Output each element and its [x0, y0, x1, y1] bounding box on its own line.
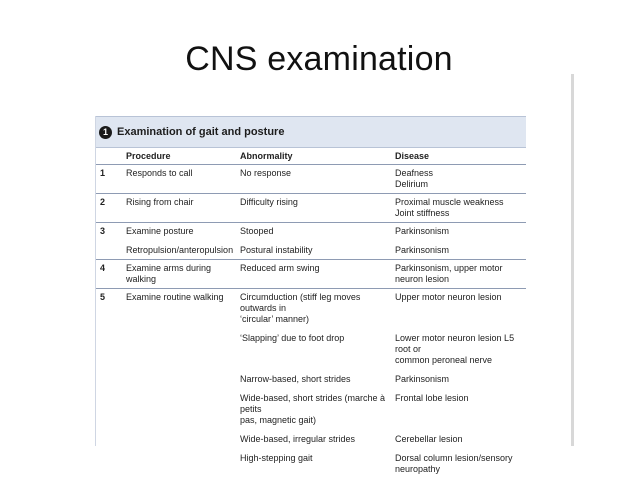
disease-cell [395, 332, 526, 367]
table-header-row [96, 147, 526, 165]
procedure-cell [126, 452, 240, 476]
slide-title: CNS examination [185, 40, 453, 78]
disease-cell: Upper motor neuron lesion [395, 292, 502, 302]
disease-line: common peroneal nerve [395, 355, 493, 365]
abnormality-cell: High-stepping gait [240, 453, 313, 463]
table-row [96, 167, 526, 191]
disease-line: Proximal muscle weakness [395, 197, 504, 207]
disease-line: Joint stiffness [395, 208, 450, 218]
row-number [96, 244, 126, 257]
disease-cell: Parkinsonism [395, 226, 450, 236]
abnormality-cell: Postural instability [240, 245, 313, 255]
disease-cell: Cerebellar lesion [395, 434, 463, 444]
table-row [96, 244, 526, 257]
abnormality-cell: Stooped [240, 226, 274, 236]
abnormality-cell: Difficulty rising [240, 197, 298, 207]
disease-cell: Parkinsonism [395, 245, 450, 255]
procedure-cell: Examine arms during walking [126, 263, 212, 284]
header-procedure: Procedure [126, 151, 171, 161]
figure-header [96, 116, 526, 147]
abnormality-cell: No response [240, 168, 292, 178]
procedure-cell: Responds to call [126, 168, 193, 178]
table-row [96, 332, 526, 367]
row-number [96, 392, 126, 427]
abnormality-cell: Reduced arm swing [240, 263, 320, 273]
abnormality-cell: Wide-based, irregular strides [240, 434, 356, 444]
procedure-cell: Examine posture [126, 226, 194, 236]
procedure-cell: Retropulsion/anteropulsion [126, 245, 234, 255]
abnormality-line: ‘circular’ manner) [240, 314, 310, 324]
table-row [96, 225, 526, 238]
procedure-cell: Examine routine walking [126, 292, 224, 302]
disease-cell [395, 167, 526, 191]
figure-number-badge: 1 [99, 126, 112, 139]
table-row [96, 196, 526, 220]
abnormality-line: pas, magnetic gait) [240, 415, 317, 425]
disease-cell: Parkinsonism, upper motor neuron lesion [395, 263, 503, 284]
table-row [96, 373, 526, 386]
figure-title: Examination of gait and posture [117, 126, 285, 138]
header-disease: Disease [395, 151, 430, 161]
table-group-2 [96, 194, 526, 223]
row-number: 3 [100, 226, 106, 236]
disease-cell: Frontal lobe lesion [395, 393, 469, 403]
row-number: 2 [100, 197, 106, 207]
table-row [96, 291, 526, 326]
abnormality-cell: ‘Slapping’ due to foot drop [240, 333, 345, 343]
abnormality-line: Circumduction (stiff leg moves outwards in [240, 292, 361, 313]
disease-cell: Parkinsonism [395, 374, 450, 384]
disease-line: Delirium [395, 179, 429, 189]
gait-posture-table-figure [95, 116, 526, 474]
procedure-cell: Rising from chair [126, 197, 194, 207]
row-number: 5 [100, 292, 106, 302]
disease-cell [395, 196, 526, 220]
header-abnormality: Abnormality [240, 151, 293, 161]
procedure-cell [126, 392, 240, 427]
procedure-cell [126, 433, 240, 446]
row-number [96, 452, 126, 476]
procedure-cell [126, 373, 240, 386]
row-number [96, 433, 126, 446]
row-number [96, 332, 126, 367]
abnormality-cell [240, 392, 395, 427]
procedure-cell [126, 332, 240, 367]
table-row [96, 433, 526, 446]
row-number: 4 [100, 263, 106, 273]
abnormality-cell [240, 291, 395, 326]
disease-line: Deafness [395, 168, 434, 178]
table-group-5 [96, 289, 526, 478]
row-number [96, 373, 126, 386]
right-divider [571, 74, 574, 446]
table-row [96, 452, 526, 476]
abnormality-cell: Narrow-based, short strides [240, 374, 351, 384]
table-group-3 [96, 223, 526, 260]
row-number: 1 [100, 168, 106, 178]
disease-cell: Dorsal column lesion/sensory neuropathy [395, 453, 513, 474]
table-group-4 [96, 260, 526, 289]
table-group-1 [96, 165, 526, 194]
disease-line: Lower motor neuron lesion L5 root or [395, 333, 515, 354]
table-row [96, 392, 526, 427]
table-row [96, 262, 526, 286]
abnormality-line: Wide-based, short strides (marche à petits [240, 393, 386, 414]
